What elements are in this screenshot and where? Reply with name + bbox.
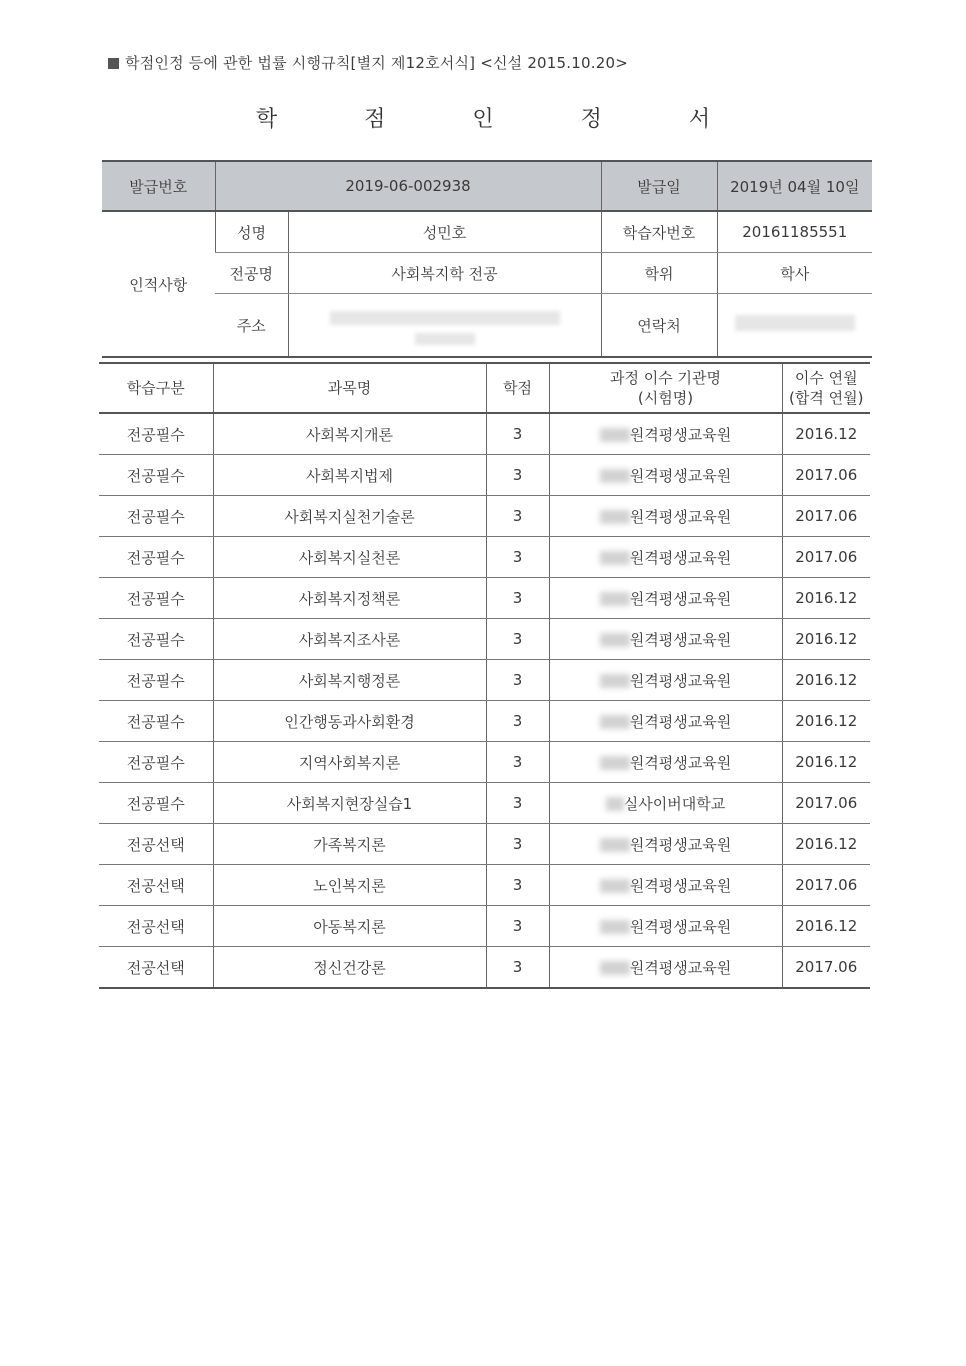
completion-date-cell: 2017.06 [782, 783, 870, 824]
table-row [99, 865, 870, 906]
table-row [99, 413, 870, 455]
credit-cell: 3 [486, 742, 549, 783]
institution-cell [549, 578, 782, 619]
issue-date-value: 2019년 04월 10일 [717, 161, 872, 211]
category-cell: 전공필수 [99, 578, 213, 619]
table-row [99, 496, 870, 537]
institution-name: 원격평생교육원 [629, 876, 732, 895]
table-row [99, 578, 870, 619]
table-row [99, 824, 870, 865]
institution-name: 원격평생교육원 [629, 753, 732, 772]
institution-cell [549, 865, 782, 906]
redaction-blur [600, 469, 630, 483]
contact-value-redacted [717, 294, 872, 358]
completion-date-cell: 2017.06 [782, 537, 870, 578]
table-row [99, 906, 870, 947]
form-reference-text: 학점인정 등에 관한 법률 시행규칙[별지 제12호서식] <신설 2015.10.20> [125, 54, 628, 72]
category-cell: 전공선택 [99, 865, 213, 906]
personal-row-address [102, 294, 872, 358]
completion-date-cell: 2016.12 [782, 578, 870, 619]
redaction-blur [600, 920, 630, 934]
category-cell: 전공필수 [99, 413, 213, 455]
subject-cell: 노인복지론 [213, 865, 486, 906]
redaction-blur [600, 879, 630, 893]
subject-cell: 사회복지실천기술론 [213, 496, 486, 537]
subject-cell: 아동복지론 [213, 906, 486, 947]
redaction-blur [600, 838, 630, 852]
institution-name: 원격평생교육원 [629, 507, 732, 526]
table-row [99, 537, 870, 578]
subject-cell: 지역사회복지론 [213, 742, 486, 783]
learner-number-label: 학습자번호 [601, 211, 717, 253]
major-label: 전공명 [215, 253, 288, 294]
redaction-blur [330, 311, 560, 325]
institution-name: 원격평생교육원 [629, 425, 732, 444]
completion-date-cell: 2016.12 [782, 660, 870, 701]
completion-date-cell: 2017.06 [782, 455, 870, 496]
redaction-blur [600, 428, 630, 442]
institution-cell [549, 619, 782, 660]
completion-date-header-line2: (합격 연월) [789, 389, 864, 407]
category-cell: 전공선택 [99, 947, 213, 989]
institution-cell [549, 742, 782, 783]
category-cell: 전공필수 [99, 619, 213, 660]
institution-name: 원격평생교육원 [629, 958, 732, 977]
address-label: 주소 [215, 294, 288, 358]
learner-number-value: 20161185551 [717, 211, 872, 253]
redaction-blur [735, 315, 855, 331]
credit-cell: 3 [486, 660, 549, 701]
credit-cell: 3 [486, 947, 549, 989]
redaction-blur [600, 674, 630, 688]
completion-date-cell: 2017.06 [782, 496, 870, 537]
redaction-blur [600, 961, 630, 975]
redaction-blur [606, 797, 624, 811]
table-row [99, 619, 870, 660]
category-header: 학습구분 [99, 363, 213, 413]
personal-row-name [102, 211, 872, 253]
contact-label: 연락처 [601, 294, 717, 358]
institution-name: 원격평생교육원 [629, 589, 732, 608]
issue-and-personal-table [102, 160, 872, 358]
category-cell: 전공필수 [99, 496, 213, 537]
completion-date-header [782, 363, 870, 413]
completion-date-cell: 2016.12 [782, 619, 870, 660]
address-value-redacted [288, 294, 601, 358]
institution-name: 원격평생교육원 [629, 712, 732, 731]
institution-cell [549, 701, 782, 742]
personal-info-group-label: 인적사항 [102, 211, 215, 357]
redaction-blur [600, 715, 630, 729]
subject-cell: 가족복지론 [213, 824, 486, 865]
institution-name: 원격평생교육원 [629, 548, 732, 567]
institution-cell [549, 413, 782, 455]
institution-name: 원격평생교육원 [629, 835, 732, 854]
completion-date-cell: 2016.12 [782, 906, 870, 947]
category-cell: 전공선택 [99, 906, 213, 947]
redaction-blur [600, 756, 630, 770]
table-row [99, 783, 870, 824]
credit-cell: 3 [486, 783, 549, 824]
redaction-blur [600, 633, 630, 647]
completion-date-cell: 2017.06 [782, 947, 870, 989]
credit-cell: 3 [486, 824, 549, 865]
form-reference-note [108, 52, 628, 73]
credit-cell: 3 [486, 413, 549, 455]
subject-cell: 사회복지법제 [213, 455, 486, 496]
personal-row-major [102, 253, 872, 294]
issue-date-label: 발급일 [601, 161, 717, 211]
subject-cell: 사회복지개론 [213, 413, 486, 455]
table-row [99, 455, 870, 496]
institution-header-line1: 과정 이수 기관명 [610, 369, 721, 387]
institution-cell [549, 660, 782, 701]
category-cell: 전공선택 [99, 824, 213, 865]
institution-cell [549, 947, 782, 989]
document-title: 학 점 인 정 서 [255, 107, 751, 132]
redaction-blur [600, 592, 630, 606]
credit-cell: 3 [486, 496, 549, 537]
category-cell: 전공필수 [99, 783, 213, 824]
subject-header: 과목명 [213, 363, 486, 413]
table-row [99, 660, 870, 701]
institution-name: 원격평생교육원 [629, 917, 732, 936]
table-row [99, 742, 870, 783]
completion-date-cell: 2016.12 [782, 413, 870, 455]
subject-cell: 사회복지실천론 [213, 537, 486, 578]
category-cell: 전공필수 [99, 701, 213, 742]
credit-cell: 3 [486, 455, 549, 496]
issue-number-value: 2019-06-002938 [215, 161, 601, 211]
institution-cell [549, 783, 782, 824]
institution-cell [549, 537, 782, 578]
subject-cell: 사회복지행정론 [213, 660, 486, 701]
institution-header [549, 363, 782, 413]
credit-cell: 3 [486, 619, 549, 660]
subject-cell: 인간행동과사회환경 [213, 701, 486, 742]
credit-cell: 3 [486, 578, 549, 619]
square-bullet-icon [108, 58, 119, 69]
subject-cell: 정신건강론 [213, 947, 486, 989]
completion-date-cell: 2016.12 [782, 824, 870, 865]
redaction-blur [600, 510, 630, 524]
institution-name: 실사이버대학교 [623, 794, 726, 813]
institution-name: 원격평생교육원 [629, 466, 732, 485]
category-cell: 전공필수 [99, 537, 213, 578]
name-label: 성명 [215, 211, 288, 253]
table-row [99, 701, 870, 742]
institution-cell [549, 824, 782, 865]
name-value: 성민호 [288, 211, 601, 253]
completion-date-cell: 2016.12 [782, 742, 870, 783]
credit-courses-table [99, 362, 870, 989]
institution-cell [549, 906, 782, 947]
institution-name: 원격평생교육원 [629, 630, 732, 649]
credit-cell: 3 [486, 701, 549, 742]
completion-date-header-line1: 이수 연월 [794, 369, 858, 387]
completion-date-cell: 2016.12 [782, 701, 870, 742]
credit-header: 학점 [486, 363, 549, 413]
redaction-blur [600, 551, 630, 565]
credit-cell: 3 [486, 906, 549, 947]
credit-cell: 3 [486, 537, 549, 578]
degree-value: 학사 [717, 253, 872, 294]
credit-cell: 3 [486, 865, 549, 906]
institution-cell [549, 455, 782, 496]
institution-cell [549, 496, 782, 537]
completion-date-cell: 2017.06 [782, 865, 870, 906]
table-row [99, 947, 870, 989]
redaction-blur [415, 333, 475, 345]
issue-number-label: 발급번호 [102, 161, 215, 211]
subject-cell: 사회복지조사론 [213, 619, 486, 660]
degree-label: 학위 [601, 253, 717, 294]
category-cell: 전공필수 [99, 660, 213, 701]
issue-row [102, 161, 872, 211]
institution-header-line2: (시험명) [637, 389, 694, 407]
courses-header-row [99, 363, 870, 413]
subject-cell: 사회복지현장실습1 [213, 783, 486, 824]
subject-cell: 사회복지정책론 [213, 578, 486, 619]
major-value: 사회복지학 전공 [288, 253, 601, 294]
category-cell: 전공필수 [99, 455, 213, 496]
category-cell: 전공필수 [99, 742, 213, 783]
institution-name: 원격평생교육원 [629, 671, 732, 690]
